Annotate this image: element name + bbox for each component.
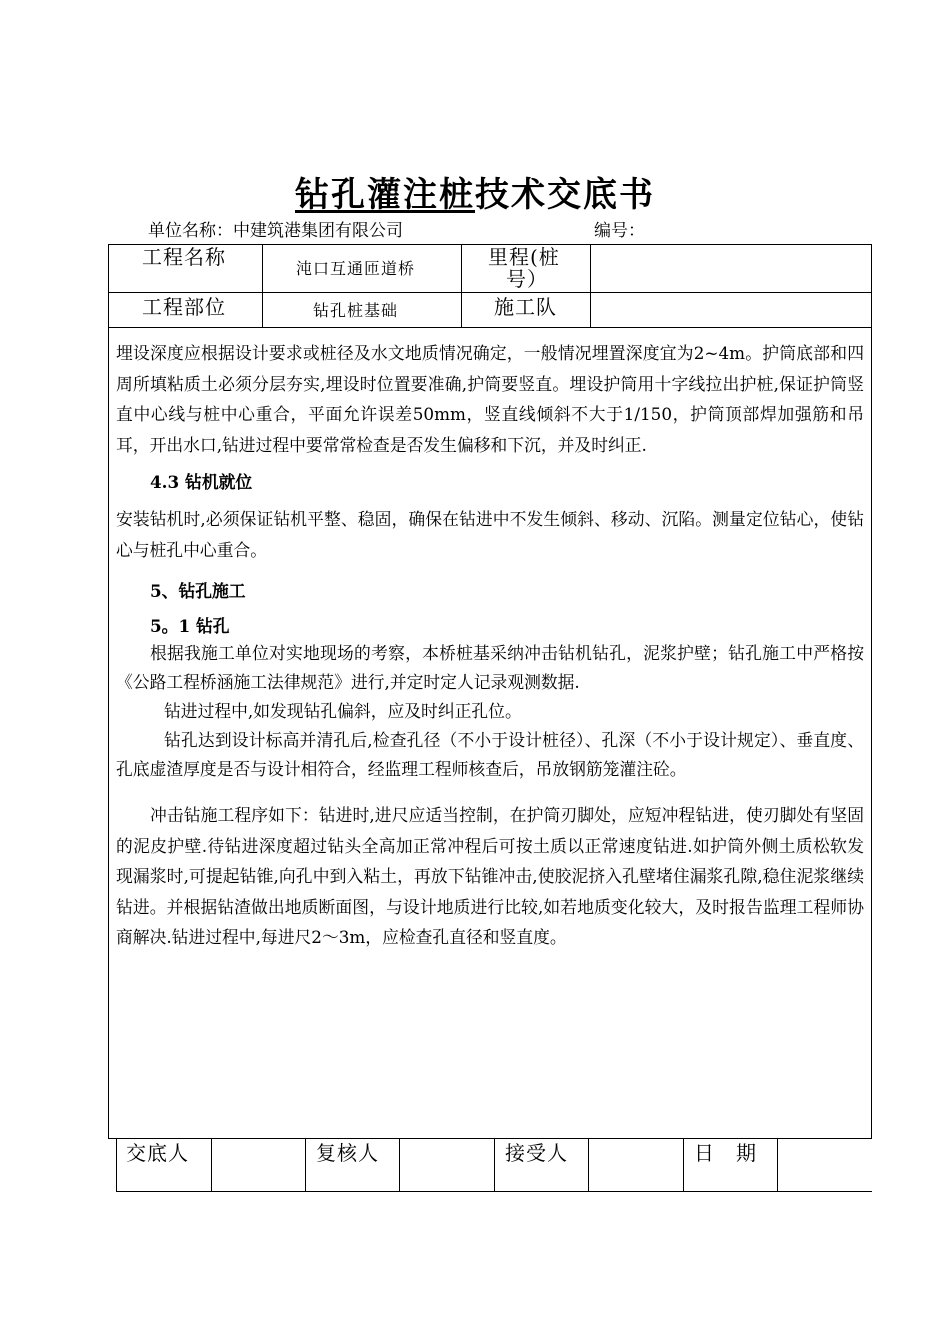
table-col-divider-1 (262, 244, 263, 327)
paragraph-percussion: 冲击钻施工程序如下：钻进时,进尺应适当控制，在护筒刃脚处，应短冲程钻进，使刃脚处有坚固的泥皮护壁.待钻进深度超过钻头全高加正常冲程后可按土质以正常速度钻进.如护筒外侧土质松软发现漏浆时,可提起钻锥,向孔中到入粘土，再放下钻锥冲击,使胶泥挤入孔壁堵住漏浆孔隙,稳住泥浆继续钻进。并根据钻渣做出地质断面图，与设计地质进行比较,如若地质变化较大，及时报告监理工程师协商解决.钻进过程中,每进尺2～3m，应检查孔直径和竖直度。 (116, 805, 864, 947)
mileage-label-line2: 号） (506, 267, 548, 291)
paragraph-rig: 安装钻机时,必须保证钻机平整、稳固，确保在钻进中不发生倾斜、移动、沉陷。测量定位钻心，使钻心与桩孔中心重合。 (116, 509, 864, 560)
document-title-underlined: 钻孔灌注桩 (295, 175, 475, 215)
project-name-value: 沌口互通匝道桥 (296, 259, 416, 278)
team-label: 施工队 (494, 295, 557, 319)
table-header-bottom-border (108, 327, 872, 328)
heading-5: 5、钻孔施工 (150, 581, 246, 601)
reviewer-label: 复核人 (316, 1141, 379, 1165)
unit-line (148, 219, 403, 243)
signature-bottom-border (116, 1191, 872, 1192)
presenter-label: 交底人 (126, 1141, 189, 1165)
signature-col-divider-2 (305, 1138, 306, 1191)
table-col-divider-3 (590, 244, 591, 327)
table-col-divider-2 (461, 244, 462, 327)
unit-label: 单位名称： (148, 221, 233, 241)
date-label: 日 期 (694, 1141, 757, 1165)
heading-5-1: 5。1 钻孔 (150, 616, 230, 636)
signature-col-divider-4 (494, 1138, 495, 1191)
table-row-divider (108, 292, 872, 293)
paragraph-drill-3: 钻孔达到设计标高并清孔后,检查孔径（不小于设计桩径）、孔深（不小于设计规定）、垂直度、孔底虚渣厚度是否与设计相符合，经监理工程师核查后，吊放钢筋笼灌注砼。 (116, 730, 864, 779)
paragraph-drill-2: 钻进过程中,如发现钻孔偏斜，应及时纠正孔位。 (164, 701, 522, 721)
signature-col-divider-6 (683, 1138, 684, 1191)
signature-col-divider-7 (777, 1138, 778, 1191)
project-part-label: 工程部位 (142, 295, 226, 319)
signature-left-border (116, 1138, 117, 1191)
number-label: 编号： (594, 221, 645, 241)
table-right-border (871, 244, 872, 1138)
document-title-rest: 技术交底书 (475, 175, 655, 215)
document-body (116, 338, 864, 1138)
signature-col-divider-1 (211, 1138, 212, 1191)
project-part-value: 钻孔桩基础 (313, 301, 399, 320)
signature-col-divider-5 (588, 1138, 589, 1191)
paragraph-drill-1: 根据我施工单位对实地现场的考察，本桥桩基采纳冲击钻机钻孔，泥浆护壁；钻孔施工中严格按《公路工程桥涵施工法律规范》进行,并定时定人记录观测数据. (116, 643, 864, 692)
document-title (0, 172, 950, 218)
signature-top-border (108, 1138, 872, 1139)
signature-col-divider-3 (399, 1138, 400, 1191)
paragraph-casing: 埋设深度应根据设计要求或桩径及水文地质情况确定，一般情况埋置深度宜为2~4m。护筒底部和四周所填粘质土必须分层夯实,埋设时位置要准确,护筒要竖直。埋设护筒用十字线拉出护桩,保证护筒竖直中心线与桩中心重合，平面允许误差50mm，竖直线倾斜不大于1/150，护筒顶部焊加强筋和吊耳，开出水口,钻进过程中要常常检查是否发生偏移和下沉，并及时纠正. (116, 343, 864, 455)
table-left-border (108, 244, 109, 1138)
mileage-label-line1: 里程(桩 (488, 245, 560, 269)
project-name-label: 工程名称 (142, 245, 226, 269)
heading-4-3: 4.3 钻机就位 (150, 472, 253, 492)
receiver-label: 接受人 (505, 1141, 568, 1165)
unit-name: 中建筑港集团有限公司 (233, 221, 403, 241)
